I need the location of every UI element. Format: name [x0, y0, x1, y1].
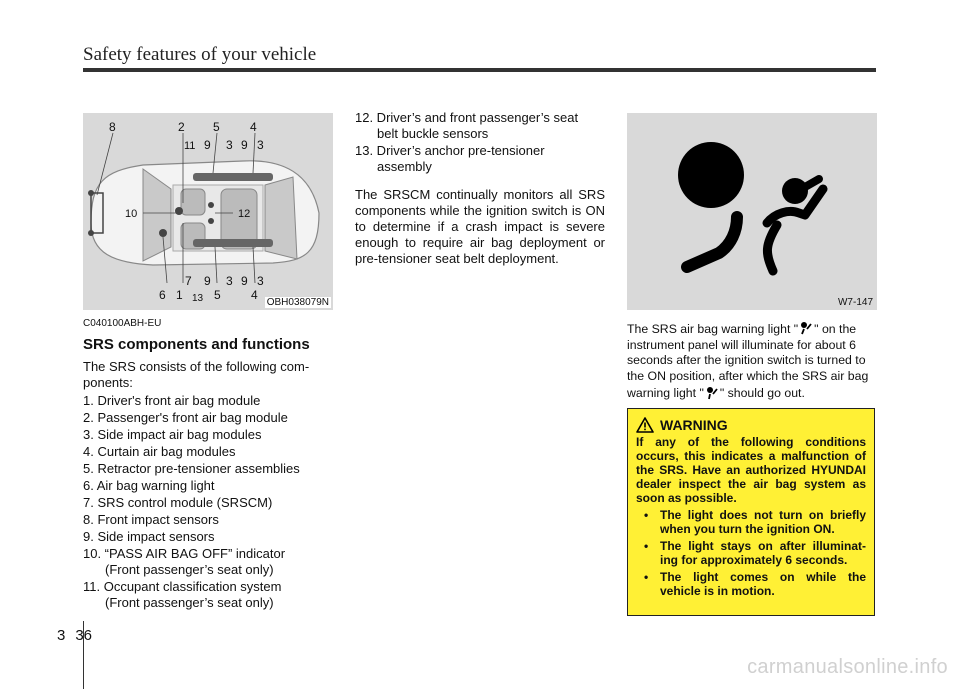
callout-mid: 10 — [125, 208, 138, 220]
component-list-continued — [355, 110, 605, 175]
page-header-title: Safety features of your vehicle — [83, 44, 317, 65]
list-item: 9. Side impact sensors — [83, 529, 215, 544]
warning-triangle-icon — [636, 417, 654, 433]
callout-top: 5 — [213, 120, 220, 134]
intro-paragraph: The SRS consists of the following com- ponents: — [83, 359, 310, 390]
callout-bottom: 1 — [176, 288, 183, 302]
section-code: C040100ABH-EU — [83, 318, 162, 329]
list-item: 8. Front impact sensors — [83, 512, 219, 527]
callout-bottom: 9 — [204, 274, 211, 288]
warning-box — [627, 408, 875, 616]
callout-top: 4 — [250, 120, 257, 134]
list-item: 11. Occupant classification system (Front passenger’s seat only) — [83, 579, 282, 610]
callout-top: 3 — [226, 138, 233, 152]
figure-caption: W7-147 — [837, 297, 873, 308]
airbag-light-icon — [704, 384, 720, 400]
list-item: 1. Driver's front air bag module — [83, 393, 261, 408]
callout-bottom: 7 — [185, 274, 192, 288]
warning-body: If any of the following conditions occurs, this indicates a malfunction of the SRS. Have an authorized HYUNDAI dealer inspect the air bag system as soon as possible. — [636, 435, 866, 505]
list-item: 5. Retractor pre-tensioner assemblies — [83, 461, 300, 476]
list-item: 2. Passenger's front air bag module — [83, 410, 288, 425]
callout-mid: 12 — [238, 208, 251, 220]
list-item: 7. SRS control module (SRSCM) — [83, 495, 273, 510]
warning-title: WARNING — [660, 417, 728, 433]
srscm-paragraph: The SRSCM continually monitors all SRS components while the ignition switch is ON to determine if a crash impact is severe enough to require air bag deployment or pre-tensioner seat belt deployment. — [355, 187, 605, 266]
callout-top: 3 — [257, 138, 264, 152]
callout-bottom: 5 — [214, 288, 221, 302]
column-left — [83, 318, 335, 612]
section-heading: SRS components and functions — [83, 336, 310, 353]
list-item: 10. “PASS AIR BAG OFF” indicator (Front passenger’s seat only) — [83, 546, 286, 577]
warning-bullet: • The light does not turn on briefly when you turn the ignition ON. — [636, 508, 866, 536]
callout-top: 11 — [184, 140, 196, 152]
list-item: 12. Driver’s and front passenger’s seat belt buckle sensors — [355, 110, 579, 141]
component-list — [83, 393, 335, 611]
list-item: 3. Side impact air bag modules — [83, 427, 262, 442]
warning-light-paragraph: The SRS air bag warning light " " on the instrument panel will illuminate for about 6 seconds after the ignition switch is turned to the ON position, after which the SRS air bag warning light " " should go out. — [627, 322, 869, 400]
callout-top: 9 — [241, 138, 248, 152]
callout-bottom: 4 — [251, 288, 258, 302]
airbag-warning-figure — [627, 113, 877, 310]
warning-bullets — [636, 508, 866, 598]
list-item: 13. Driver’s anchor pre-tensioner assembly — [355, 143, 545, 174]
page-number-value: 36 — [75, 627, 93, 644]
page-number — [57, 627, 92, 644]
list-item: 6. Air bag warning light — [83, 478, 215, 493]
callout-bottom: 6 — [159, 288, 166, 302]
airbag-warning-icon — [627, 113, 877, 310]
callout-bottom: 3 — [226, 274, 233, 288]
header-rule — [83, 68, 876, 72]
callout-top: 8 — [109, 120, 116, 134]
figure-caption: OBH038079N — [266, 297, 329, 308]
callout-bottom: 9 — [241, 274, 248, 288]
callout-bottom: 3 — [257, 274, 264, 288]
car-top-view-illustration — [83, 113, 333, 310]
column-middle — [355, 110, 605, 280]
section-number: 3 — [57, 627, 66, 644]
watermark: carmanualsonline.info — [747, 656, 948, 678]
callout-bottom: 13 — [192, 293, 204, 304]
column-right — [627, 320, 879, 404]
srs-components-figure — [83, 113, 333, 310]
callout-top: 9 — [204, 138, 211, 152]
list-item: 4. Curtain air bag modules — [83, 444, 236, 459]
warning-bullet: • The light comes on while the vehicle is in motion. — [636, 570, 866, 598]
warning-bullet: • The light stays on after illuminat- ing for approximately 6 seconds. — [636, 539, 866, 567]
callout-top: 2 — [178, 120, 185, 134]
airbag-light-icon — [798, 320, 814, 336]
